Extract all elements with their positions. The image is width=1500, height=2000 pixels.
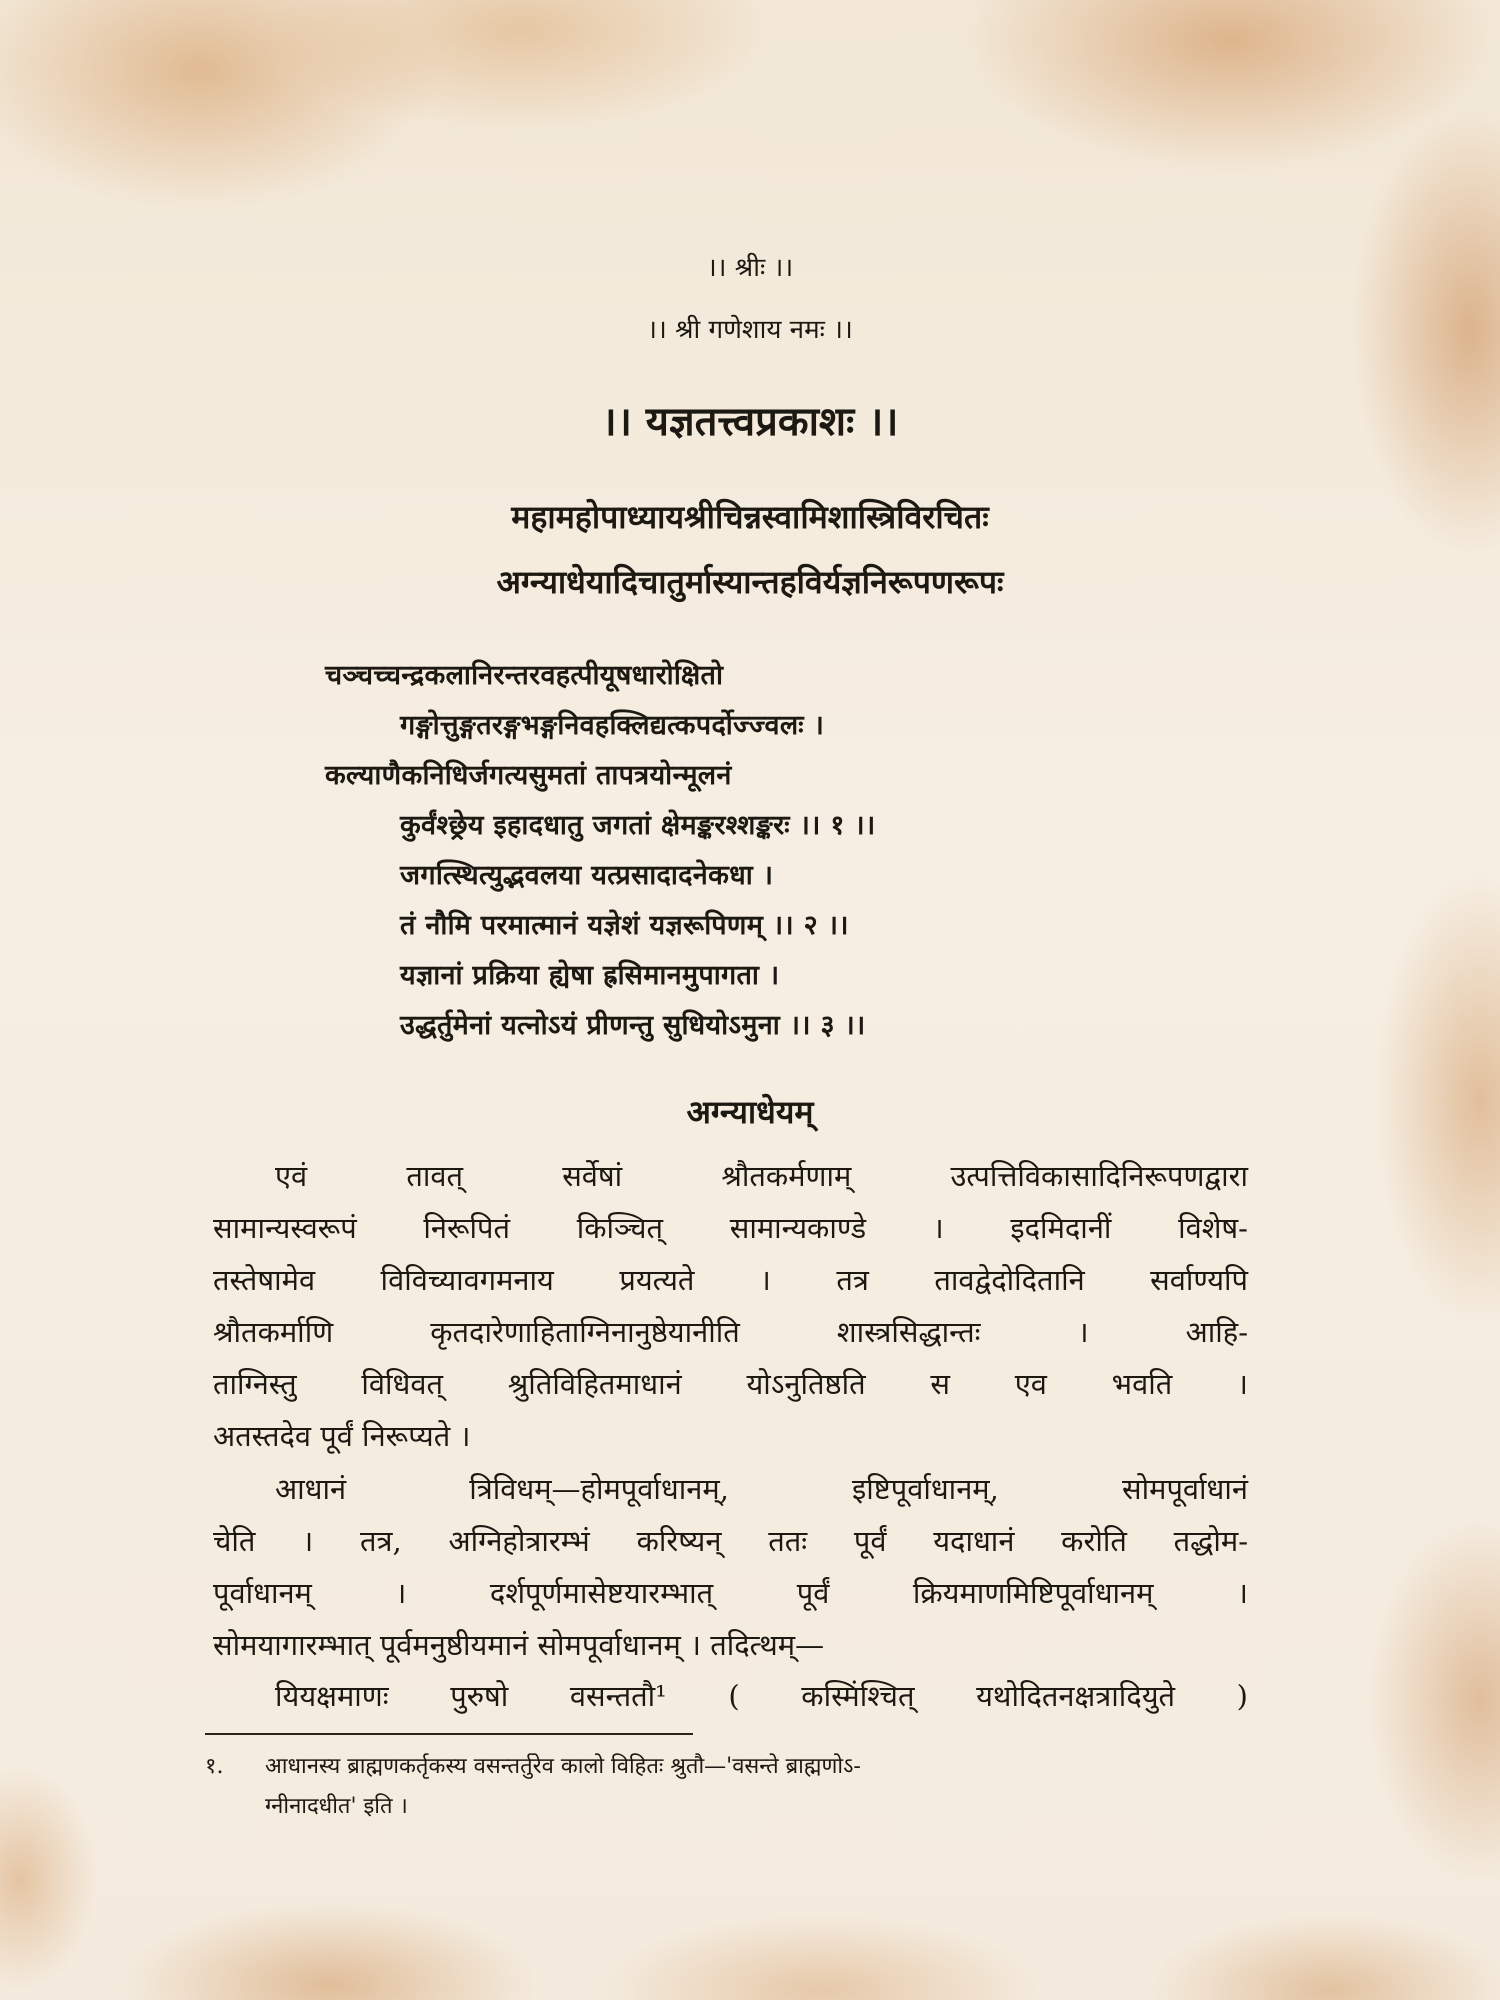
footnote [205, 1747, 861, 1827]
paragraph-line: श्रौतकर्माणि कृतदारेणाहिताग्निनानुष्ठेयानीति शास्त्रसिद्धान्तः । आहि- [213, 1315, 1248, 1349]
verse-line: उद्धर्तुमेनां यत्नोऽयं प्रीणन्तु सुधियोऽमुना ।। ३ ।। [400, 1010, 866, 1041]
paragraph-line: सोमयागारम्भात् पूर्वमनुष्ठीयमानं सोमपूर्वाधानम् । तदित्थम्— [213, 1628, 825, 1662]
invocation-ganesha: ।। श्री गणेशाय नमः ।। [647, 315, 853, 345]
paragraph-line: सामान्यस्वरूपं निरूपितं किञ्चित् सामान्यकाण्डे । इदमिदानीं विशेष- [213, 1211, 1248, 1245]
verse-line: जगत्स्थित्युद्भवलया यत्प्रसादादनेकधा । [400, 860, 774, 891]
paragraph-line: चेति । तत्र, अग्निहोत्रारम्भं करिष्यन् ततः पूर्वं यदाधानं करोति तद्धोम- [213, 1524, 1248, 1558]
paragraph-line: एवं तावत् सर्वेषां श्रौतकर्मणाम् उत्पत्तिविकासादिनिरूपणद्वारा [275, 1159, 1248, 1193]
verse-line: कुर्वंश्छ्रेय इहादधातु जगतां क्षेमङ्करश्शङ्करः ।। १ ।। [400, 810, 876, 841]
paragraph-line: ताग्निस्तु विधिवत् श्रुतिविहितमाधानं योऽनुतिष्ठति स एव भवति । [213, 1367, 1248, 1401]
verse-line: कल्याणैकनिधिर्जगत्यसुमतां तापत्रयोन्मूलनं [325, 760, 732, 791]
page-title: ।। यज्ञतत्त्वप्रकाशः ।। [601, 398, 899, 445]
paragraph-intro [213, 1150, 1248, 1462]
subtitle-author: महामहोपाध्यायश्रीचिन्नस्वामिशास्त्रिविरचितः [511, 498, 989, 536]
verse-line: यज्ञानां प्रक्रिया ह्येषा ह्रसिमानमुपागता । [400, 960, 780, 991]
paragraph-line: पूर्वाधानम् । दर्शपूर्णमासेष्टयारम्भात् पूर्वं क्रियमाणमिष्टिपूर्वाधानम् । [213, 1576, 1248, 1610]
footnote-line: ग्नीनादधीत' इति । [265, 1794, 408, 1819]
footnote-line: आधानस्य ब्राह्मणकर्तृकस्य वसन्तर्तुरेव कालो विहितः श्रुतौ—'वसन्ते ब्राह्मणोऽ- [265, 1754, 861, 1779]
subtitle-scope: अग्न्याधेयादिचातुर्मास्यान्तहविर्यज्ञनिरूपणरूपः [496, 563, 1004, 601]
verse-line: चञ्चच्चन्द्रकलानिरन्तरवहत्पीयूषधारोक्षितो [325, 660, 724, 691]
paragraph-line: आधानं त्रिविधम्—होमपूर्वाधानम्, इष्टिपूर्वाधानम्, सोमपूर्वाधानं [275, 1472, 1248, 1506]
paragraph-line: यियक्षमाणः पुरुषो वसन्ततौ¹ ( कस्मिंश्चित् यथोदितनक्षत्रादियुते ) [275, 1679, 1248, 1713]
paragraph-line: अतस्तदेव पूर्वं निरूप्यते । [213, 1419, 471, 1453]
footnote-number: १. [205, 1754, 224, 1779]
paragraph-yiyakshamana [213, 1670, 1248, 1722]
verse-line: तं नौमि परमात्मानं यज्ञेशं यज्ञरूपिणम् ।। २ ।। [400, 910, 849, 941]
invocation-shri: ।। श्रीः ।। [706, 253, 794, 283]
footnote-divider [205, 1733, 693, 1735]
section-heading: अग्न्याधेयम् [686, 1093, 814, 1131]
paragraph-line: तस्तेषामेव विविच्यावगमनाय प्रयत्यते । तत्र तावद्वेदोदितानि सर्वाण्यपि [213, 1263, 1248, 1297]
paragraph-adhana-types [213, 1463, 1248, 1671]
verse-line: गङ्गोत्तुङ्गतरङ्गभङ्गनिवहक्लिद्यत्कपर्दोज्ज्वलः । [400, 710, 825, 741]
